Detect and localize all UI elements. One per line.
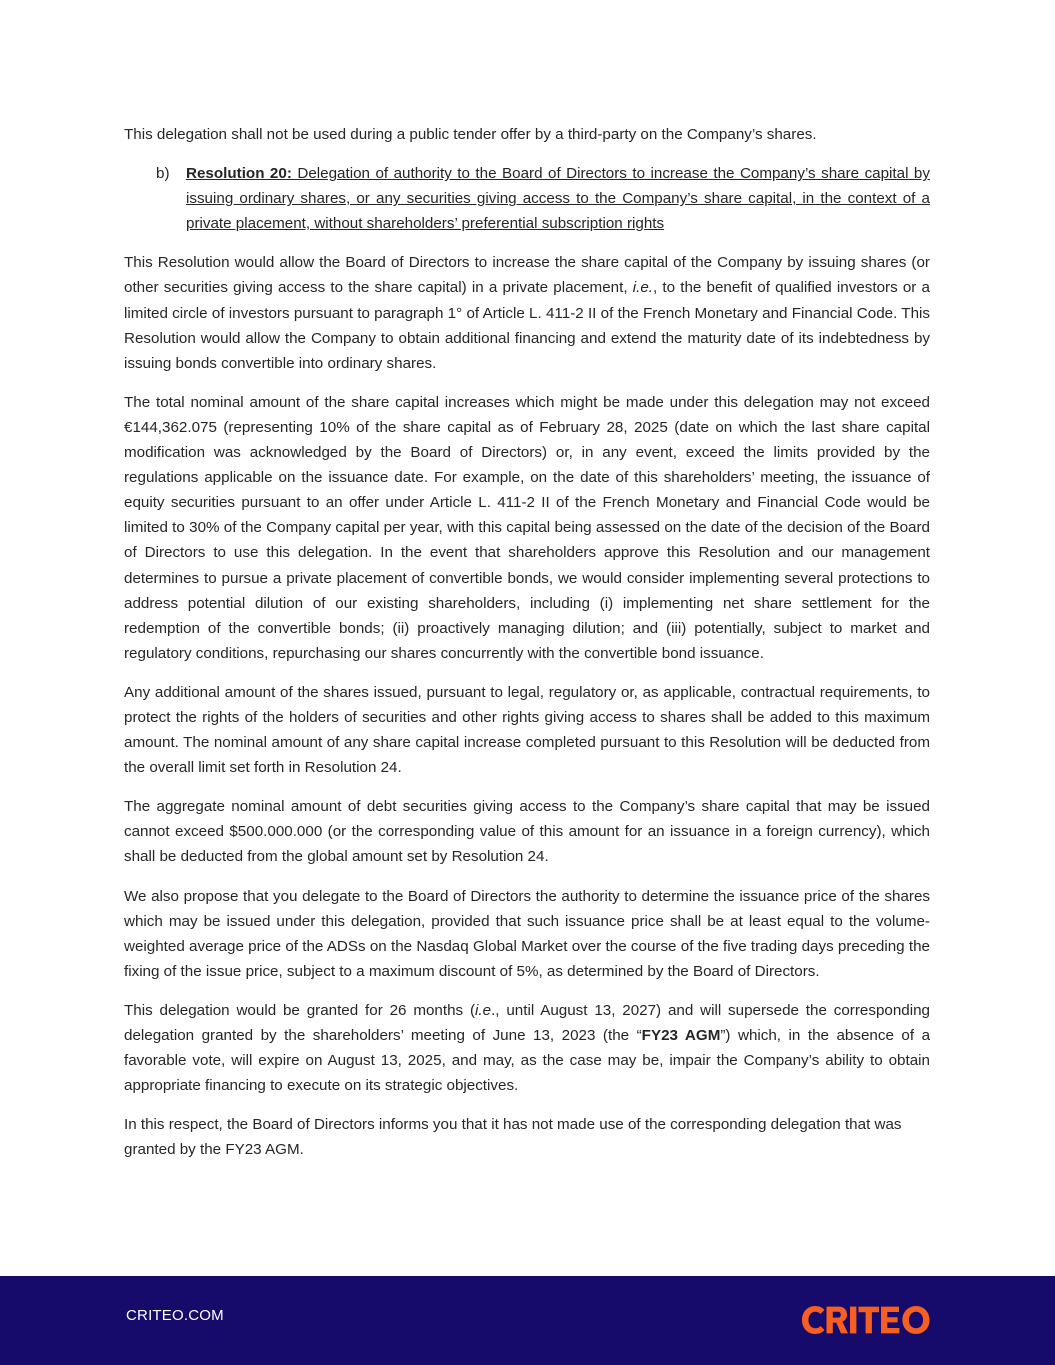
list-marker: b) xyxy=(156,165,170,183)
paragraph-nominal-amount: The total nominal amount of the share capital increases which might be made under this delegation may not exceed €144,362.075 (representing 10% of the share capital as of February 28, 2025 (date on which the last share capital modification was acknowledged by the Board of Directors) or, in any event, exceed the limits provided by the regulations applicable on the issuance date. For example, on the date of this shareholders’ meeting, the issuance of equity securities pursuant to an offer under Article L. 411-2 II of the French Monetary and Financial Code would be limited to 30% of the Company capital per year, with this capital being assessed on the date of the decision of the Board of Directors to use this delegation. In the event that shareholders approve this Resolution and our management determines to pursue a private placement of convertible bonds, we would consider implementing several protections to address potential dilution of our existing shareholders, including (i) implementing net share settlement for the redemption of the convertible bonds; (ii) proactively managing dilution; and (iii) potentially, subject to market and regulatory conditions, repurchasing our shares concurrently with the convertible bond issuance. xyxy=(124,393,930,662)
p1-text-before: This Resolution would allow the Board of Directors to increase the share capital of the Company by issuing shares (or other securities giving access to the share capital) in a private placement, xyxy=(124,254,930,297)
paragraph-delegation-term xyxy=(124,998,930,1098)
paragraph-additional-amount: Any additional amount of the shares issued, pursuant to legal, regulatory or, as applicable, contractual requirements, to protect the rights of the holders of securities and other rights giving access to shares shall be added to this maximum amount. The nominal amount of any share capital increase completed pursuant to this Resolution will be deducted from the overall limit set forth in Resolution 24. xyxy=(124,683,930,777)
p6-text-mid: ., until August 13, 2027) and will supersede the corresponding delegation granted by the shareholders’ meeting of June 13, 2023 (the “ xyxy=(124,1001,930,1044)
paragraph-issuance-price: We also propose that you delegate to the Board of Directors the authority to determine the issuance price of the shares which may be issued under this delegation, provided that such issuance price shall be at least equal to the volume-weighted average price of the ADSs on the Nasdaq Global Market over the course of the five trading days preceding the fixing of the issue price, subject to a maximum discount of 5%, as determined by the Board of Directors. xyxy=(124,887,930,980)
resolution-description: Delegation of authority to the Board of Directors to increase the Company’s share capital by issuing ordinary shares, or any securities giving access to the Company’s share capital, in the context of a private placement, without shareholders’ preferential subscription rights xyxy=(186,165,930,233)
p6-text-after: ”) which, in the absence of a favorable vote, will expire on August 13, 2025, and may, as the case may be, impair the Company’s ability to obtain appropriate financing to execute on its strategic objectives. xyxy=(124,1027,931,1095)
p1-italic-ie: i.e. xyxy=(632,279,653,297)
criteo-logo xyxy=(802,1306,930,1334)
paragraph-private-placement xyxy=(124,250,930,375)
footer-website-link[interactable]: CRITEO.COM xyxy=(126,1307,224,1324)
p6-bold-fy23-agm: FY23 AGM xyxy=(641,1027,721,1044)
page-footer xyxy=(0,1276,1055,1365)
resolution-title: Resolution 20: xyxy=(186,165,292,183)
resolution-heading xyxy=(186,161,930,236)
paragraph-debt-securities: The aggregate nominal amount of debt securities giving access to the Company’s share capital that may be issued cannot exceed $500.000.000 (or the corresponding value of this amount for an issuance in a foreign currency), which shall be deducted from the global amount set by Resolution 24. xyxy=(124,798,930,866)
document-body xyxy=(124,122,930,1176)
intro-paragraph: This delegation shall not be used during a public tender offer by a third-party on the Company’s shares. xyxy=(124,126,817,143)
p1-text-after: , to the benefit of qualified investors or a limited circle of investors pursuant to paragraph 1° of Article L. 411-2 II of the French Monetary and Financial Code. This Resolution would allow the Company to obtain additional financing and extend the maturity date of its indebtedness by issuing bonds convertible into ordinary shares. xyxy=(124,279,930,372)
p6-text-before: This delegation would be granted for 26 months ( xyxy=(124,1001,476,1019)
p6-italic-ie: i.e xyxy=(475,1001,492,1019)
resolution-list-item xyxy=(124,161,930,236)
paragraph-board-informs: In this respect, the Board of Directors informs you that it has not made use of the corresponding delegation that was granted by the FY23 AGM. xyxy=(124,1116,902,1159)
criteo-logo-mark xyxy=(802,1306,930,1334)
